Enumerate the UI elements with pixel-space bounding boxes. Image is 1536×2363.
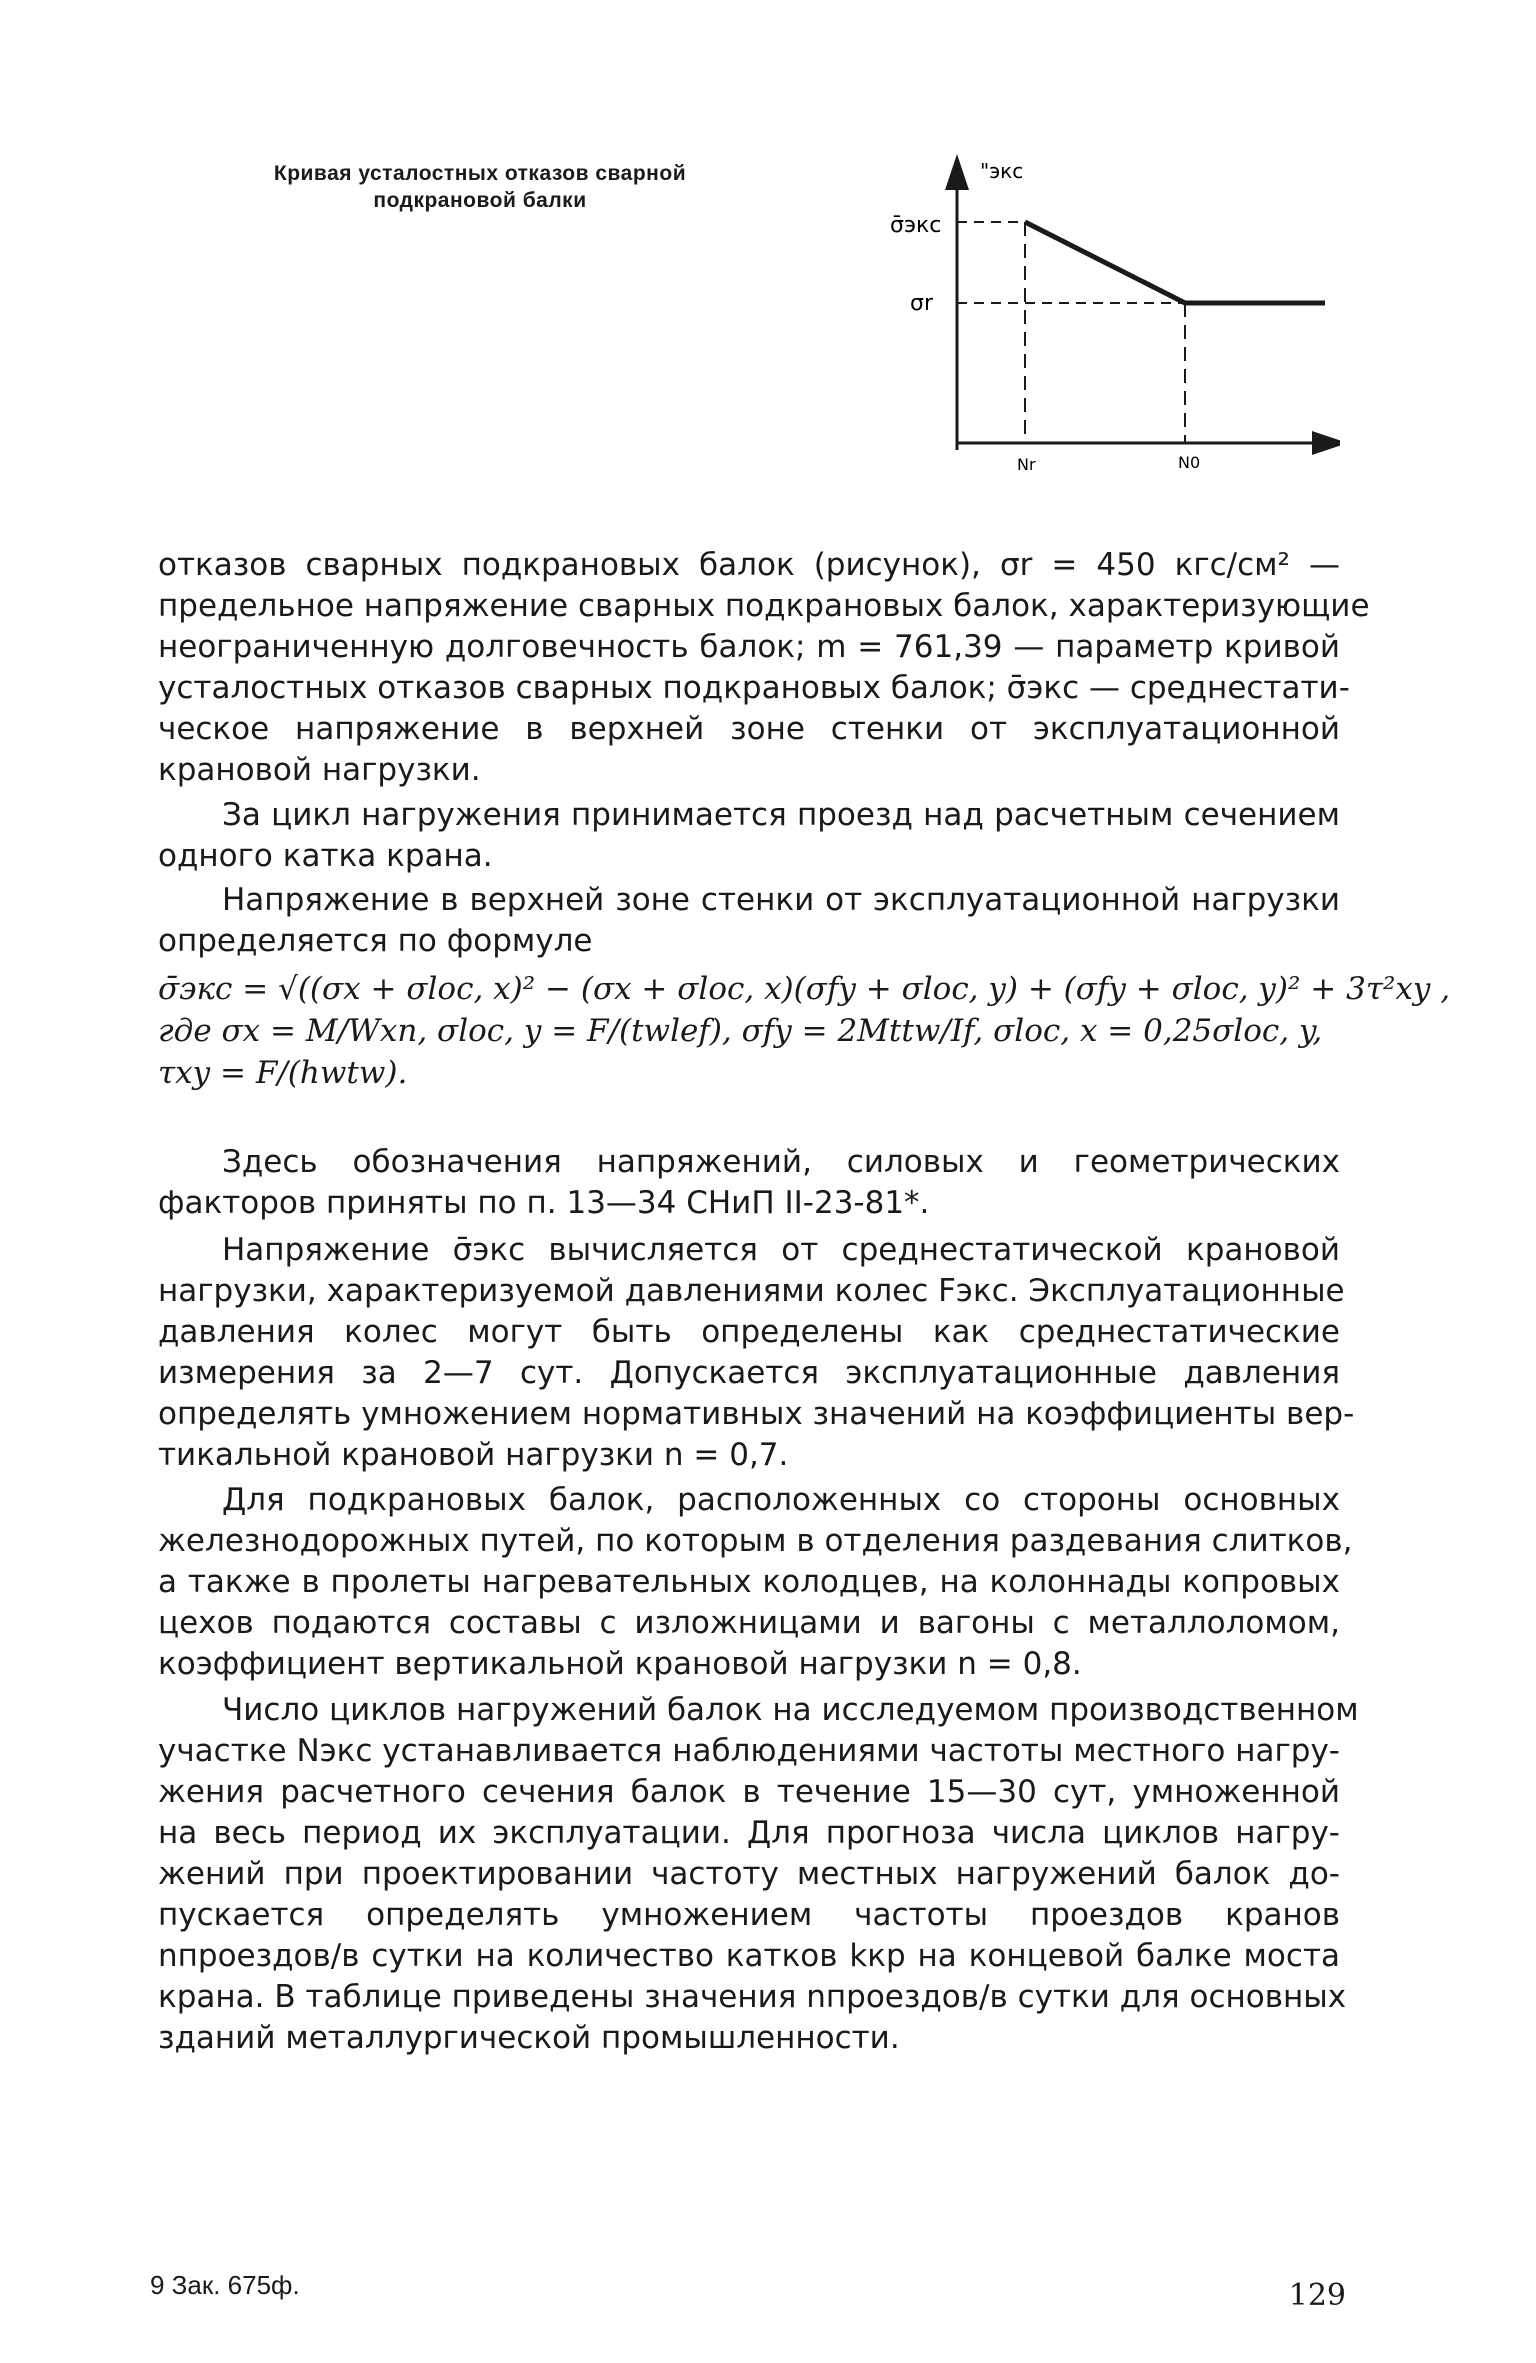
text-line: давления колес могут быть определены как среднестатические <box>158 1314 1340 1350</box>
text-line: усталостных отказов сварных подкрановых балок; σ̄экс — среднестати- <box>158 670 1350 706</box>
paragraph-4 <box>158 1142 1340 1224</box>
text-line: тикальной крановой нагрузки n = 0,7. <box>158 1437 789 1473</box>
paragraph-2 <box>158 795 1340 877</box>
text-line: неограниченную долговечность балок; m = 761,39 — параметр кривой <box>158 629 1340 665</box>
fatigue-curve-slope <box>1025 222 1185 303</box>
paragraph-3 <box>158 880 1340 962</box>
text-line: цехов подаются составы с изложницами и вагоны с металлоломом, <box>158 1605 1340 1641</box>
y-tick-lower-label: σr <box>910 291 933 316</box>
text-line: определять умножением нормативных значений на коэффициенты вер- <box>158 1396 1355 1432</box>
text-line: жения расчетного сечения балок в течение 15—30 сут, умноженной <box>158 1774 1340 1810</box>
paragraph-7 <box>158 1690 1359 2059</box>
text-line: отказов сварных подкрановых балок (рисунок), σr = 450 кгс/см² — <box>158 547 1340 583</box>
text-line: а также в пролеты нагревательных колодцев, на колоннады копровых <box>158 1564 1340 1600</box>
caption-line-1: Кривая усталостных отказов сварной <box>273 162 687 185</box>
text-line: Напряжение σ̄экс вычисляется от среднестатической крановой <box>222 1232 1340 1268</box>
text-line: нагрузки, характеризуемой давлениями колес Fэкс. Эксплуатационные <box>158 1273 1345 1309</box>
caption-line-2: подкрановой балки <box>373 189 587 212</box>
text-line: на весь период их эксплуатации. Для прогноза числа циклов нагру- <box>158 1815 1340 1851</box>
text-line: Для подкрановых балок, расположенных со стороны основных <box>222 1482 1340 1518</box>
text-line: nпроездов/в сутки на количество катков kкр на концевой балке моста <box>158 1938 1340 1974</box>
y-tick-upper-label: σ̄экс <box>890 213 942 238</box>
text-line: коэффициент вертикальной крановой нагрузки n = 0,8. <box>158 1646 1082 1682</box>
fatigue-curve-figure <box>860 150 1340 510</box>
page-number: 129 <box>1288 2278 1346 2313</box>
text-line: одного катка крана. <box>158 838 493 874</box>
text-line: Число циклов нагружений балок на исследуемом производственном <box>222 1692 1359 1728</box>
text-line: факторов приняты по п. 13—34 СНиП II-23-81*. <box>158 1185 930 1221</box>
x-tick-nr-label: Nr <box>1017 455 1036 474</box>
text-line: участке Nэкс устанавливается наблюдениями частоты местного нагру- <box>158 1733 1340 1769</box>
figure-caption <box>200 160 760 214</box>
text-line: ческое напряжение в верхней зоне стенки от эксплуатационной <box>158 711 1340 747</box>
paragraph-6 <box>158 1480 1353 1685</box>
stress-formula <box>158 968 1451 1094</box>
text-line: Здесь обозначения напряжений, силовых и геометрических <box>222 1144 1340 1180</box>
x-tick-n0-label: N0 <box>1178 453 1201 472</box>
text-line: крановой нагрузки. <box>158 752 481 788</box>
text-line: Напряжение в верхней зоне стенки от эксплуатационной нагрузки <box>222 882 1340 918</box>
text-line: измерения за 2—7 сут. Допускается эксплуатационные давления <box>158 1355 1340 1391</box>
formula-line: σ̄экс = √((σx + σloc, x)² − (σx + σloc, x)(σfy + σloc, y) + (σfy + σloc, y)² + 3τ²xy , <box>158 971 1451 1007</box>
text-line: За цикл нагружения принимается проезд над расчетным сечением <box>222 797 1340 833</box>
text-line: пускается определять умножением частоты проездов кранов <box>158 1897 1340 1933</box>
text-line: крана. В таблице приведены значения nпроездов/в сутки для основных <box>158 1979 1347 2015</box>
formula-line: τxy = F/(hwtw). <box>158 1055 408 1091</box>
formula-line: где σx = M/Wxn, σloc, y = F/(twlef), σfy = 2Mttw/If, σloc, x = 0,25σloc, y, <box>158 1013 1323 1049</box>
paragraph-1 <box>158 545 1370 791</box>
text-line: зданий металлургической промышленности. <box>158 2020 900 2056</box>
text-line: определяется по формуле <box>158 923 593 959</box>
y-axis-label: "экс <box>980 159 1024 183</box>
paragraph-5 <box>158 1230 1355 1476</box>
text-line: предельное напряжение сварных подкрановых балок, характеризующие <box>158 588 1370 624</box>
print-signature: 9 Зак. 675ф. <box>150 2270 300 2300</box>
text-line: железнодорожных путей, по которым в отделения раздевания слитков, <box>158 1523 1353 1559</box>
text-line: жений при проектировании частоту местных нагружений балок до- <box>158 1856 1340 1892</box>
